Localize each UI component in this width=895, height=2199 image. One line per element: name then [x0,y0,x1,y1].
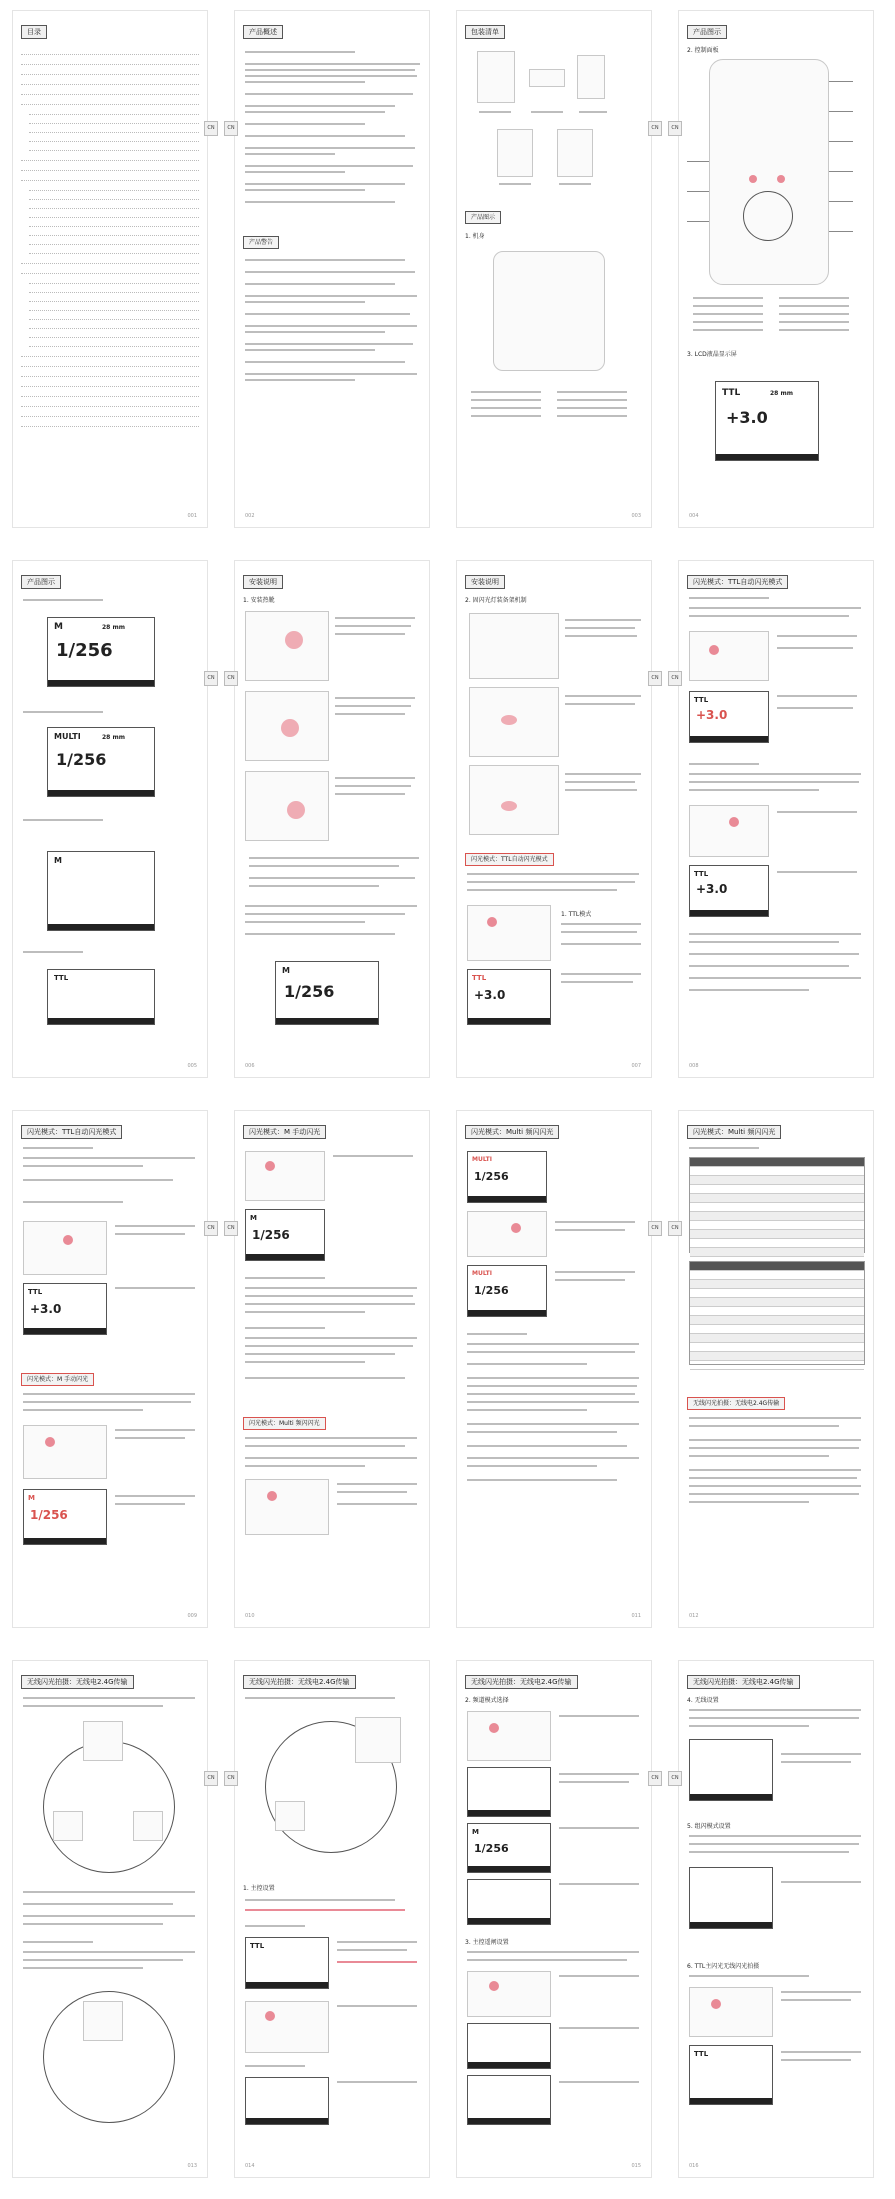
multi-table-1 [689,1157,865,1253]
stand-illustration [529,69,565,87]
page-title: 安装说明 [465,575,505,589]
manual-illustration [557,129,593,177]
flash-unit-illustration [477,51,515,103]
lang-tab: CN [204,121,218,136]
channel-flash-illustration [467,1711,551,1761]
remote-flash-illustration [467,1971,551,2017]
page-title: 目录 [21,25,47,39]
mount-step1-illustration [469,613,559,679]
page-number: 016 [689,2163,699,2169]
lcd-m-2: M 1/256 [23,1489,107,1545]
page-number: 011 [631,1613,641,1619]
master-flash-illustration [245,2001,329,2053]
page-multi [456,1110,659,1628]
page-number: 012 [689,1613,699,1619]
page-title: 无线闪光拍摄：无线电2.4G传输 [465,1675,578,1689]
page-title: 闪光模式：TTL自动闪光模式 [687,575,788,589]
lcd-m-3: M 1/256 [245,1209,325,1261]
page-package: 包装清单 CN 产品图示 1. 机身 003 [456,10,652,528]
lang-tab: CN [648,1771,662,1786]
lcd-ttl-small: TTL +3.0 [467,969,551,1025]
page-overview [227,10,430,528]
mount-step3-illustration [469,765,559,835]
page-number: 007 [631,1063,641,1069]
lcd-group [689,1867,773,1929]
page-install: 安装说明 CN 1. 安装热靴 M 1/256 006 [234,560,430,1078]
lcd-channel-2 [467,1879,551,1925]
page-number: 013 [187,2163,197,2169]
lang-tab: CN [648,121,662,136]
lcd-slave-2 [245,2077,329,2125]
page-ttl-m [12,1110,215,1628]
page-number: 004 [689,513,699,519]
page-diagram: 产品图示 CN 2. 控制面板 3. LCD液晶显示屏 TTL 28 mm +3.0 004 [678,10,874,528]
page-title: 闪光模式：TTL自动闪光模式 [21,1125,122,1139]
page-install-2: 安装说明 CN 2. 固闪光灯装备架机制 闪光模式：TTL自动闪光模式 1. TTL模式 TTL +3.0 007 [456,560,652,1078]
page-number: 001 [187,513,197,519]
section-m: 闪光模式：M 手动闪光 [21,1373,94,1386]
page-number: 006 [245,1063,255,1069]
section-multi: 闪光模式：Multi 频闪闪光 [243,1417,326,1430]
page-title: 闪光模式：M 手动闪光 [243,1125,326,1139]
lcd-install: M 1/256 [275,961,379,1025]
page-title: 闪光模式：Multi 频闪闪光 [687,1125,781,1139]
page-title: 产品图示 [21,575,61,589]
page-multi-table [671,1110,874,1628]
ttl-panel-illustration [467,905,551,961]
lang-tab: CN [224,671,238,686]
page-title: 无线闪光拍摄：无线电2.4G传输 [21,1675,134,1689]
ttl-flash-illustration [689,631,769,681]
lang-tab: CN [668,1221,682,1236]
lcd-remote [467,2023,551,2069]
lang-tab: CN [668,671,682,686]
page-number: 008 [689,1063,699,1069]
section-product-image: 产品图示 [465,211,501,224]
battery-illustration [577,55,605,99]
page-title: 包装清单 [465,25,505,39]
lcd-wireless: M [47,851,155,931]
multi-flash-illustration [467,1211,547,1257]
lcd-slave: TTL [47,969,155,1025]
page-number: 010 [245,1613,255,1619]
page-title: 安装说明 [243,575,283,589]
lang-tab: CN [204,671,218,686]
page-wireless-3: 无线闪光拍摄：无线电2.4G传输 CN 2. 频道模式选择 M 1/256 3. 主控遥闸设置 015 [456,1660,652,2178]
fec-flash-illustration [23,1221,107,1275]
lcd-master: TTL [245,1937,329,1989]
page-title: 产品图示 [687,25,727,39]
page-wireless-1 [12,1660,215,2178]
pouch-illustration [497,129,533,177]
lang-tab: CN [668,1771,682,1786]
multi-panel-illustration [245,1479,329,1535]
m-panel-illustration [245,1151,325,1201]
lang-tab: CN [204,1771,218,1786]
lcd-m: M 28 mm 1/256 [47,617,155,687]
lcd-multi-3: MULTI 1/256 [467,1265,547,1317]
ttl-flash-illustration-2 [689,805,769,857]
page-m [227,1110,430,1628]
section-wireless: 无线闪光拍摄：无线电2.4G传输 [687,1397,785,1410]
lang-tab: CN [224,1221,238,1236]
lcd-remote-2 [467,2075,551,2125]
lcd-ttl-fec: TTL +3.0 [23,1283,107,1335]
lcd-ttl-3: TTL +3.0 [689,865,769,917]
lang-tab: CN [224,121,238,136]
lcd-channel-m: M 1/256 [467,1823,551,1873]
lcd-ttl: TTL 28 mm +3.0 [715,381,819,461]
dial-icon [743,191,793,241]
page-title: 无线闪光拍摄：无线电2.4G传输 [687,1675,800,1689]
page-title: 无线闪光拍摄：无线电2.4G传输 [243,1675,356,1689]
lcd-wireless-set [689,1739,773,1801]
page-title: 闪光模式：Multi 频闪闪光 [465,1125,559,1139]
section-ttl: 闪光模式：TTL自动闪光模式 [465,853,554,866]
page-number: 005 [187,1063,197,1069]
flash-body-illustration [493,251,605,371]
page-lcd [12,560,215,1078]
page-ttl [671,560,874,1078]
multi-table-2 [689,1261,865,1365]
lcd-channel [467,1767,551,1817]
m-flash-illustration [23,1425,107,1479]
page-number: 002 [245,513,255,519]
page-number: 009 [187,1613,197,1619]
lang-tab: CN [648,671,662,686]
page-number: 003 [631,513,641,519]
page-title: 产品概述 [243,25,283,39]
page-wireless-4: 无线闪光拍摄：无线电2.4G传输 CN 4. 无线设置 5. 组闪模式设置 6. TTL主闪光无线闪光拍摄 TTL 016 [678,1660,874,2178]
lang-tab: CN [668,121,682,136]
lcd-ttl-2: TTL +3.0 [689,691,769,743]
page-number: 014 [245,2163,255,2169]
section-precautions: 产品警告 [243,236,279,249]
control-panel-illustration [709,59,829,285]
lang-tab: CN [648,1221,662,1236]
ttl-master-illustration [689,1987,773,2037]
lang-tab: CN [224,1771,238,1786]
page-wireless-2: 无线闪光拍摄：无线电2.4G传输 CN 1. 主控设置 TTL 014 [234,1660,430,2178]
page-toc [12,10,215,528]
page-number: 015 [631,2163,641,2169]
lcd-multi-2: MULTI 1/256 [467,1151,547,1203]
lang-tab: CN [204,1221,218,1236]
lcd-multi: MULTI 28 mm 1/256 [47,727,155,797]
lcd-ttl-master: TTL [689,2045,773,2105]
